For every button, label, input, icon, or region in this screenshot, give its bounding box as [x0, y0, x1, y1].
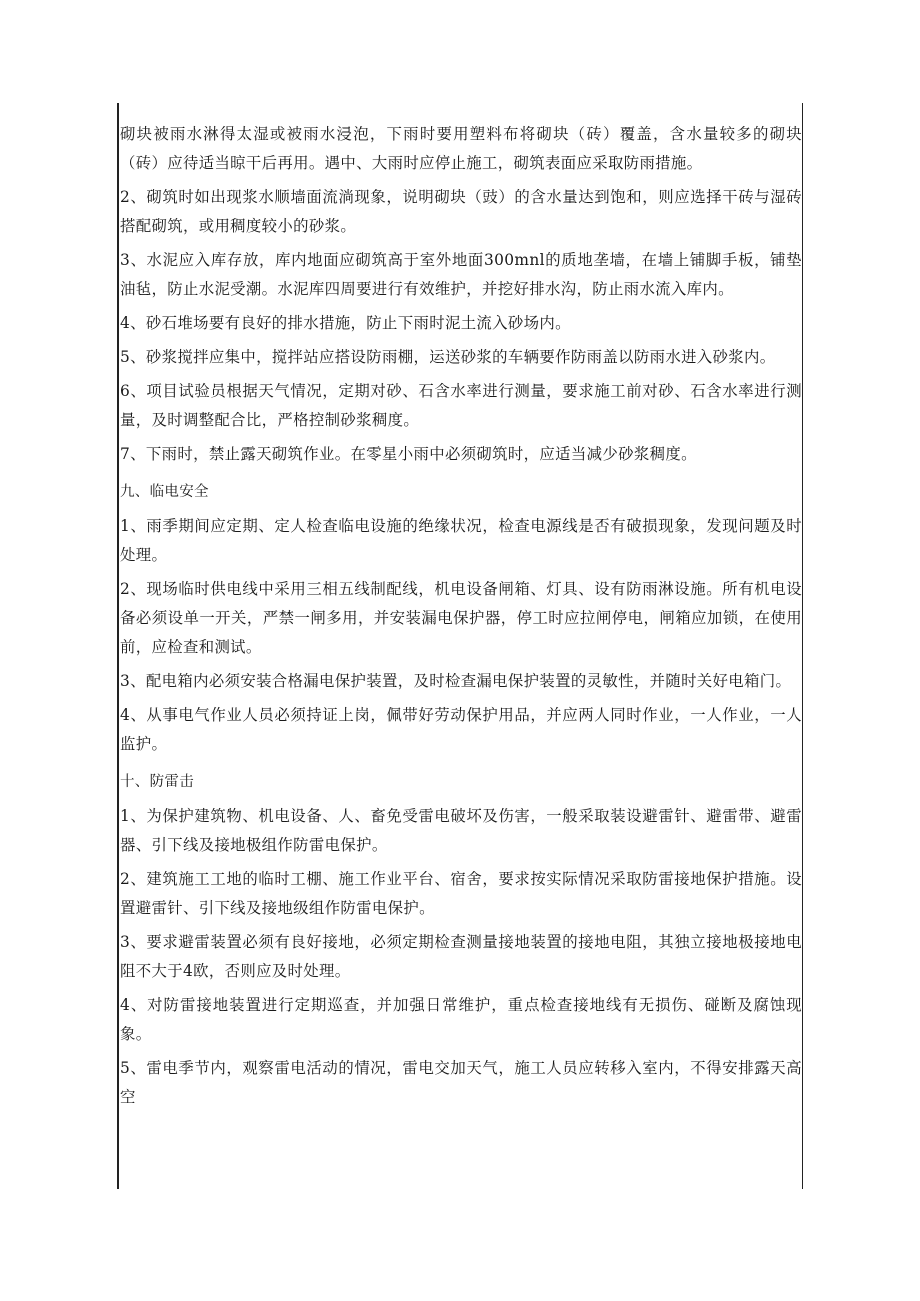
- paragraph: 砌块被雨水淋得太湿或被雨水浸泡，下雨时要用塑料布将砌块（砖）覆盖，含水量较多的砌块（砖）应待适当晾干后再用。遇中、大雨时应停止施工，砌筑表面应采取防雨措施。: [120, 125, 802, 172]
- paragraph: 4、砂石堆场要有良好的排水措施，防止下雨时泥土流入砂场内。: [120, 314, 571, 332]
- paragraph: 1、雨季期间应定期、定人检查临电设施的绝缘状况，检查电源线是否有破损现象，发现问题及时处理。: [120, 517, 802, 564]
- paragraph: 7、下雨时，禁止露天砌筑作业。在零星小雨中必须砌筑时，应适当减少砂浆稠度。: [120, 445, 697, 463]
- paragraph: 5、砂浆搅拌应集中，搅拌站应搭设防雨棚，运送砂浆的车辆要作防雨盖以防雨水进入砂浆内。: [120, 348, 776, 366]
- paragraph: 2、现场临时供电线中采用三相五线制配线，机电设备闸箱、灯具、设有防雨淋设施。所有机电设备必须设单一开关，严禁一闸多用，并安装漏电保护器，停工时应拉闸停电，闸箱应加锁，在使用前，应检查和测试。: [120, 580, 802, 656]
- paragraph: 2、建筑施工工地的临时工棚、施工作业平台、宿舍，要求按实际情况采取防雷接地保护措施。设置避雷针、引下线及接地级组作防雷电保护。: [120, 870, 802, 917]
- document-table-cell: [117, 103, 803, 1189]
- table-left-border: [117, 103, 119, 1189]
- paragraph: 3、配电箱内必须安装合格漏电保护装置，及时检查漏电保护装置的灵敏性，并随时关好电箱门。: [120, 672, 792, 690]
- document-body: [120, 120, 802, 1117]
- paragraph: 2、砌筑时如出现浆水顺墙面流淌现象，说明砌块（豉）的含水量达到饱和，则应选择干砖与湿砖搭配砌筑，或用稠度较小的砂浆。: [120, 188, 802, 235]
- section-heading: 九、临电安全: [120, 484, 209, 500]
- paragraph: 5、雷电季节内，观察雷电活动的情况，雷电交加天气，施工人员应转移入室内，不得安排露天高空: [120, 1059, 802, 1106]
- section-heading: 十、防雷击: [120, 774, 194, 790]
- paragraph: 1、为保护建筑物、机电设备、人、畜免受雷电破坏及伤害，一般采取装设避雷针、避雷带、避雷器、引下线及接地极组作防雷电保护。: [120, 807, 802, 854]
- paragraph: 4、从事电气作业人员必须持证上岗，佩带好劳动保护用品，并应两人同时作业，一人作业，一人监护。: [120, 706, 802, 753]
- paragraph: 3、要求避雷装置必须有良好接地，必须定期检查测量接地装置的接地电阻，其独立接地极接地电阻不大于4欧，否则应及时处理。: [120, 933, 802, 980]
- paragraph: 6、项目试验员根据天气情况，定期对砂、石含水率进行测量，要求施工前对砂、石含水率进行测量，及时调整配合比，严格控制砂浆稠度。: [120, 382, 802, 429]
- paragraph: 3、水泥应入库存放，库内地面应砌筑高于室外地面300mnl的质地垄墙，在墙上铺脚手板，铺垫油毡，防止水泥受潮。水泥库四周要进行有效维护，并挖好排水沟，防止雨水流入库内。: [120, 251, 802, 298]
- paragraph: 4、对防雷接地装置进行定期巡查，并加强日常维护，重点检查接地线有无损伤、碰断及腐蚀现象。: [120, 996, 802, 1043]
